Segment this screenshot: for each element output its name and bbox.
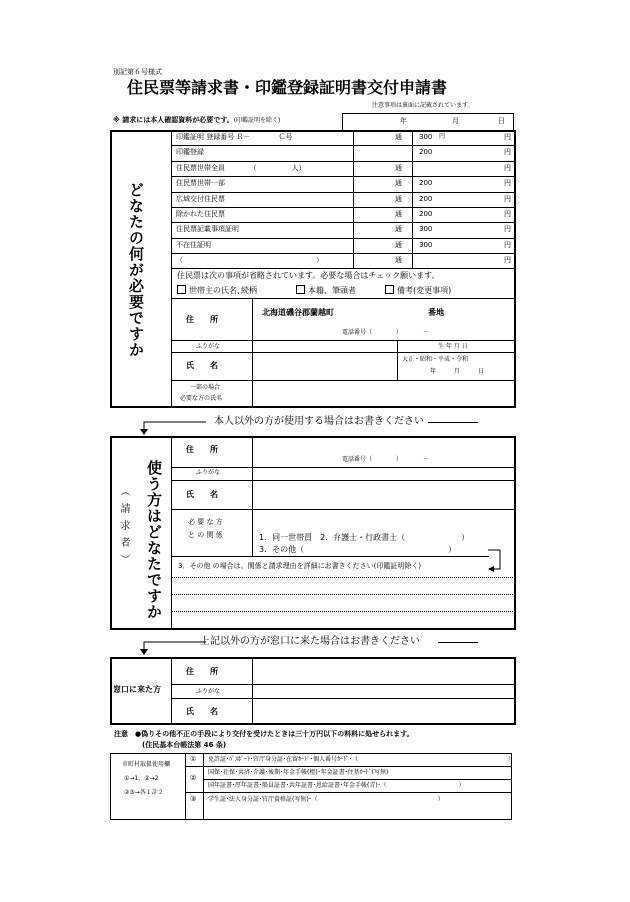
banchi-label: 番地: [428, 308, 444, 317]
office-row-2a[interactable]: 国保･社保･共済･介護･後期･年金手帳(橙)･年金証書･住基ｶｰﾄﾞ(写無): [208, 769, 389, 776]
partial-names-field[interactable]: [253, 381, 515, 407]
visitor-address-label: 住 所: [186, 667, 218, 676]
certificate-row[interactable]: [171, 145, 516, 160]
other-note: 3．その他 の場合は、関係と請求理由を詳細にお書きください(印鑑証明除く): [178, 562, 422, 570]
date-year: 年: [400, 117, 407, 125]
req-phone-field[interactable]: 電話番号（ ） －: [342, 456, 430, 463]
price: 200: [419, 148, 433, 157]
unit-label: 通: [395, 240, 402, 249]
dob-ymd[interactable]: 年 月 日: [430, 368, 485, 375]
certificate-row[interactable]: [171, 207, 516, 222]
yen-label: 円: [504, 240, 511, 249]
visitor-address-field[interactable]: [253, 658, 515, 684]
certificate-name: 住民票世帯一部: [176, 179, 225, 188]
relation-options-1[interactable]: 1．同一世帯員 2．弁護士・行政書士（ ）: [259, 533, 470, 542]
price: 300: [419, 133, 433, 141]
arrow-return-icon: [486, 545, 514, 575]
office-num-2: ②: [190, 774, 197, 782]
req-furigana-label: ふりがな: [196, 469, 221, 476]
omission-note: 住民票は次の事項が省略されています。必要な場合はチェック願います。: [177, 271, 440, 280]
price: 200: [419, 210, 433, 218]
check-household-head[interactable]: 世帯主の氏名､続柄: [177, 285, 257, 295]
visitor-name-label: 氏 名: [186, 707, 218, 716]
banner-window-visitor: 上記以外の方が窓口に来た場合はお書きください: [200, 636, 420, 647]
name-label: 氏 名: [186, 361, 218, 370]
yen-label: 円: [504, 194, 511, 203]
partial-label-2: 必要な方の氏名: [180, 395, 223, 402]
office-label-3: ②③→各１計２: [124, 789, 164, 796]
phone-field[interactable]: 電話番号（ ） －: [342, 329, 430, 336]
price: 300: [419, 225, 433, 234]
check-remarks[interactable]: 備考(変更事項): [385, 285, 451, 295]
visitor-furigana-label: ふりがな: [196, 688, 221, 695]
section1-label: どなたの何が必要ですか: [127, 182, 145, 358]
section2-sublabel: （請求者）: [118, 486, 129, 571]
warning-law: (住民基本台帳法第 46 条): [142, 741, 227, 749]
partial-label-1: 一部の場合: [190, 384, 221, 391]
notice-back: 注意事項は裏面に記載されています。: [372, 102, 474, 109]
office-label-2: ①→1、②→2: [124, 775, 159, 782]
price: 300: [419, 240, 433, 249]
office-num-1: ①: [190, 755, 197, 763]
relation-label-1: 必 要 な 方: [188, 518, 223, 526]
req-name-label: 氏 名: [186, 490, 218, 499]
address-label: 住 所: [186, 315, 218, 324]
office-label-1: 市町村取扱使用欄: [122, 761, 171, 768]
yen-label: 円: [504, 210, 511, 218]
unit-label: 通: [395, 194, 402, 203]
relation-label-2: と の 関 係: [188, 531, 223, 539]
arrow-down-icon: [136, 416, 216, 436]
certificate-name: 住民票記載事項証明: [176, 225, 239, 234]
certificate-name: （ ）: [176, 256, 323, 265]
certificate-name: 印鑑登録: [176, 148, 204, 157]
unit-label: 通: [395, 133, 402, 141]
unit-label: 通: [395, 225, 402, 234]
unit-label: 通: [395, 179, 402, 188]
banner-other-user: 本人以外の方が使用する場合はお書きください: [214, 416, 424, 427]
certificate-row[interactable]: [171, 161, 516, 176]
office-row-2b[interactable]: 国年証書･厚年証書･船員証書･共年証書･恩給証書･年金手帳(青)･（ ）: [208, 782, 465, 789]
form-title: 住民票等請求書・印鑑登録証明書交付申請書: [127, 78, 448, 97]
check-honseki[interactable]: 本籍、筆頭者: [296, 285, 356, 295]
unit-label: 通: [395, 256, 402, 265]
certificate-row[interactable]: [171, 176, 516, 191]
dob-label: 生 年 月 日: [438, 343, 468, 350]
certificate-name: 不在住証明: [176, 240, 211, 249]
req-name-field[interactable]: [253, 481, 515, 509]
office-row-1[interactable]: 免許証･ﾊﾟｽﾎﾟｰﾄ･官庁身分証･在留ｶｰﾄﾞ･個人番号ｶｰﾄﾞ･（ ）: [208, 756, 515, 763]
certificate-name: 広域交付住民票: [176, 194, 225, 203]
certificate-row[interactable]: [171, 253, 516, 268]
certificate-name: 印鑑証明 登録番号 Ｒ－ Ｃ号: [176, 133, 293, 141]
certificate-row[interactable]: [171, 130, 516, 145]
date-day: 日: [498, 117, 505, 125]
price-suffix: 円: [439, 133, 446, 140]
form-id: 別記第６号様式: [113, 68, 162, 76]
price: 200: [419, 194, 433, 203]
unit-label: 通: [395, 210, 402, 218]
era-options[interactable]: 大正・昭和・平成・令和: [402, 356, 469, 363]
name-field[interactable]: [253, 353, 396, 380]
yen-label: 円: [504, 148, 511, 157]
relation-options-2[interactable]: 3．その他（ ）: [259, 545, 457, 554]
certificate-row[interactable]: [171, 192, 516, 207]
yen-label: 円: [504, 163, 511, 172]
yen-label: 円: [504, 179, 511, 188]
unit-label: 通: [395, 163, 402, 172]
price: 200: [419, 179, 433, 188]
date-box[interactable]: [342, 113, 514, 131]
furigana-label: ふりがな: [196, 343, 221, 350]
reason-field[interactable]: [172, 575, 515, 629]
id-notice: ※ 請求には本人確認資料が必要です。(印鑑証明を除く): [113, 116, 281, 124]
yen-label: 円: [504, 133, 511, 141]
office-num-3: ③: [190, 795, 197, 803]
certificate-name: 住民票世帯全員 （ 人）: [176, 163, 306, 172]
office-row-3[interactable]: 学生証･法人身分証･官庁資格証(写無)･（ ）: [208, 796, 444, 803]
section3-label: 窓口に来た方: [113, 685, 161, 694]
section2-label: 使う方はどなたですか: [145, 460, 163, 620]
req-address-label: 住 所: [186, 445, 218, 454]
certificate-row[interactable]: [171, 238, 516, 253]
certificate-row[interactable]: [171, 222, 516, 237]
address-value: 北海道磯谷郡蘭越町: [262, 308, 334, 317]
visitor-name-field[interactable]: [253, 699, 515, 724]
warning-text: 注意 ●偽りその他不正の手段により交付を受けたときは三十万円以下の料料に処せられます。: [114, 730, 414, 738]
certificate-name: 除かれた住民票: [176, 210, 225, 218]
yen-label: 円: [504, 256, 511, 265]
yen-label: 円: [504, 225, 511, 234]
date-month: 月: [452, 117, 459, 125]
